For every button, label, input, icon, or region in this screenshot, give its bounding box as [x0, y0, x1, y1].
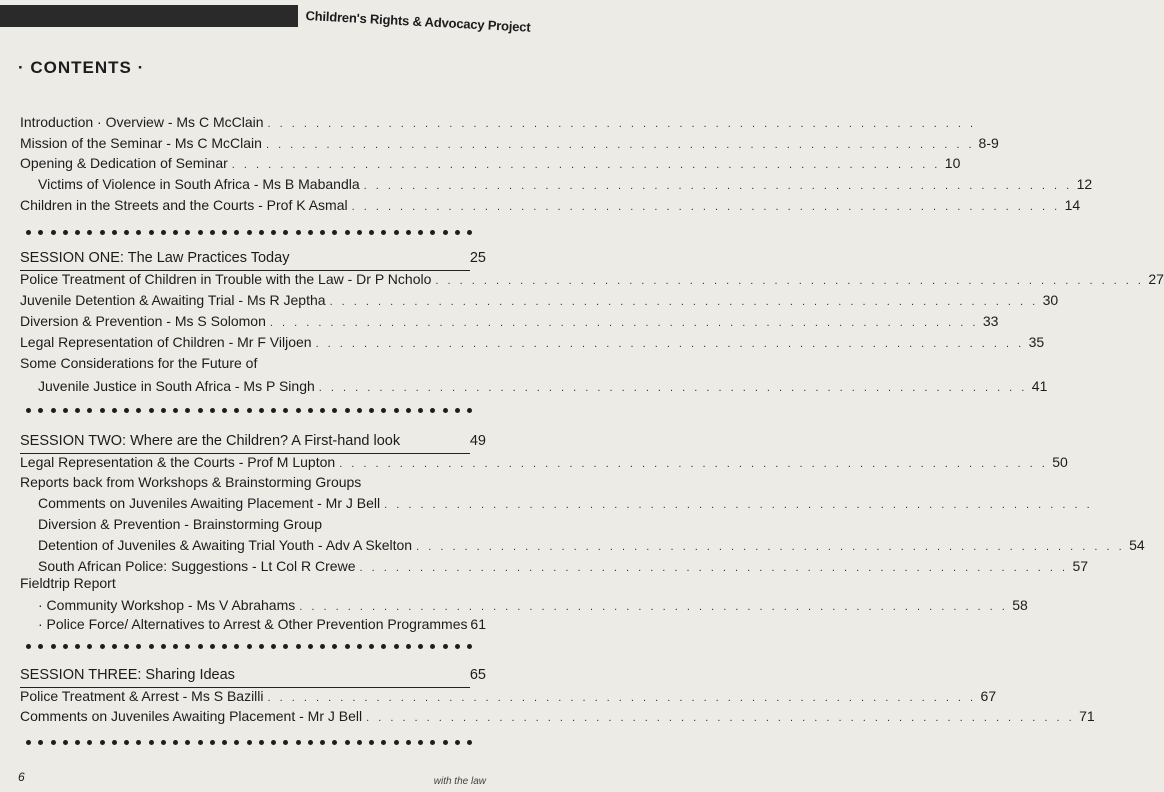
toc-entry-title: Victims of Violence in South Africa - Ms B Mabandla: [38, 176, 360, 192]
toc-entry-title: Introduction · Overview - Ms C McClain: [20, 114, 264, 130]
toc-entry-title: Mission of the Seminar - Ms C McClain: [20, 135, 262, 151]
leader-dots: [299, 601, 1008, 613]
session-heading: [20, 667, 486, 685]
toc-entry-page: 71: [1079, 708, 1095, 724]
toc-entry-page: 27: [1148, 271, 1164, 287]
toc-entry: [20, 334, 1045, 352]
toc-entry: [20, 474, 486, 492]
toc-entry-title: South African Police: Suggestions - Lt Col R Crewe: [38, 558, 356, 574]
toc-entry-title: Diversion & Prevention - Brainstorming Group: [38, 516, 323, 532]
leader-dots: [384, 499, 1093, 511]
toc-entry-title: Comments on Juveniles Awaiting Placement - Mr J Bell: [20, 708, 363, 724]
toc-entry: [20, 313, 999, 331]
session-title: SESSION TWO: Where are the Children? A First-hand look: [20, 433, 401, 449]
toc-entry: [20, 271, 1164, 289]
toc-entry-title: Diversion & Prevention - Ms S Solomon: [20, 313, 266, 329]
toc-entry-title: Children in the Streets and the Courts - Prof K Asmal: [20, 197, 348, 213]
toc-entry: [20, 155, 961, 173]
leader-dots: [232, 159, 941, 171]
dot-separator: [26, 408, 472, 418]
session-title: SESSION THREE: Sharing Ideas: [20, 667, 235, 683]
toc-entry-title: Reports back from Workshops & Brainstorming Groups: [20, 474, 362, 490]
session-page: 49: [469, 433, 486, 449]
session-heading: [20, 433, 486, 451]
toc-entry: [20, 688, 997, 706]
toc-entry-title: Some Considerations for the Future of: [20, 355, 258, 371]
leader-dots: [416, 541, 1125, 553]
dot-separator: [26, 230, 472, 240]
toc-entry-page: 61: [470, 616, 486, 632]
toc-entry: [20, 616, 486, 634]
toc-entry-title: Legal Representation of Children - Mr F Viljoen: [20, 334, 312, 350]
toc-entry-page: 33: [982, 313, 999, 329]
toc-entry: [20, 537, 1145, 555]
toc-entry-title: Detention of Juveniles & Awaiting Trial Youth - Adv A Skelton: [38, 537, 413, 553]
toc-entry-title: Juvenile Justice in South Africa - Ms P Singh: [38, 378, 315, 394]
toc-entry-title: Police Treatment & Arrest - Ms S Bazilli: [20, 688, 264, 704]
toc-entry-page: 67: [980, 688, 997, 704]
contents-heading: · CONTENTS ·: [18, 58, 145, 77]
header-title: Children's Rights & Advocacy Project: [305, 8, 531, 35]
leader-dots: [364, 180, 1073, 192]
toc-entry: [20, 135, 999, 153]
toc-entry: [20, 558, 1089, 576]
toc-entry: [20, 597, 1028, 615]
page-number: 6: [18, 770, 25, 784]
toc-entry-title: · Police Force/ Alternatives to Arrest & Other Prevention Programmes: [38, 616, 468, 632]
toc-entry: [20, 176, 1093, 194]
session-title: SESSION ONE: The Law Practices Today: [20, 250, 290, 266]
corner-text: with the law: [433, 776, 486, 787]
leader-dots: [316, 338, 1025, 350]
leader-dots: [330, 296, 1039, 308]
session-page: 25: [469, 250, 486, 266]
leader-dots: [268, 118, 977, 130]
toc-entry-page: 57: [1072, 558, 1089, 574]
dot-separator: [26, 644, 472, 654]
toc-entry-title: Legal Representation & the Courts - Prof M Lupton: [20, 454, 336, 470]
toc-entry: [20, 378, 1048, 396]
toc-entry-page: 35: [1028, 334, 1045, 350]
toc-entry-page: 12: [1076, 176, 1093, 192]
leader-dots: [319, 382, 1028, 394]
toc-entry: [20, 355, 486, 373]
toc-entry: [20, 292, 1059, 310]
toc-entry: [20, 114, 486, 132]
leader-dots: [339, 458, 1048, 470]
toc-entry-page: 10: [944, 155, 961, 171]
toc-entry-page: 50: [1052, 454, 1068, 470]
toc-entry: [20, 516, 486, 534]
leader-dots: [270, 317, 979, 329]
toc-entry: [20, 708, 1095, 726]
leader-dots: [360, 562, 1069, 574]
toc-entry-page: 30: [1042, 292, 1059, 308]
toc-entry-title: Juvenile Detention & Awaiting Trial - Ms R Jeptha: [20, 292, 326, 308]
toc-entry-page: 58: [1012, 597, 1028, 613]
toc-entry-page: 14: [1064, 197, 1081, 213]
toc-entry-title: Fieldtrip Report: [20, 575, 116, 591]
leader-dots: [366, 712, 1075, 724]
toc-entry-title: Police Treatment of Children in Trouble with the Law - Dr P Ncholo: [20, 271, 432, 287]
toc-entry: [20, 495, 486, 513]
session-page: 65: [469, 667, 486, 683]
toc-entry-page: 8-9: [978, 135, 999, 151]
session-heading: [20, 250, 486, 268]
toc-entry-title: Comments on Juveniles Awaiting Placement - Mr J Bell: [38, 495, 381, 511]
toc-entry: [20, 197, 1081, 215]
dot-separator: [26, 740, 472, 750]
toc-entry-title: Opening & Dedication of Seminar: [20, 155, 228, 171]
leader-dots: [352, 201, 1061, 213]
leader-dots: [266, 139, 975, 151]
toc-entry-page: 54: [1129, 537, 1145, 553]
leader-dots: [268, 692, 977, 704]
toc-entry: [20, 575, 486, 593]
toc-entry-title: · Community Workshop - Ms V Abrahams: [38, 597, 296, 613]
toc-entry-page: 41: [1031, 378, 1048, 394]
toc-entry: [20, 454, 1068, 472]
header-bar: [0, 5, 298, 27]
leader-dots: [435, 275, 1144, 287]
